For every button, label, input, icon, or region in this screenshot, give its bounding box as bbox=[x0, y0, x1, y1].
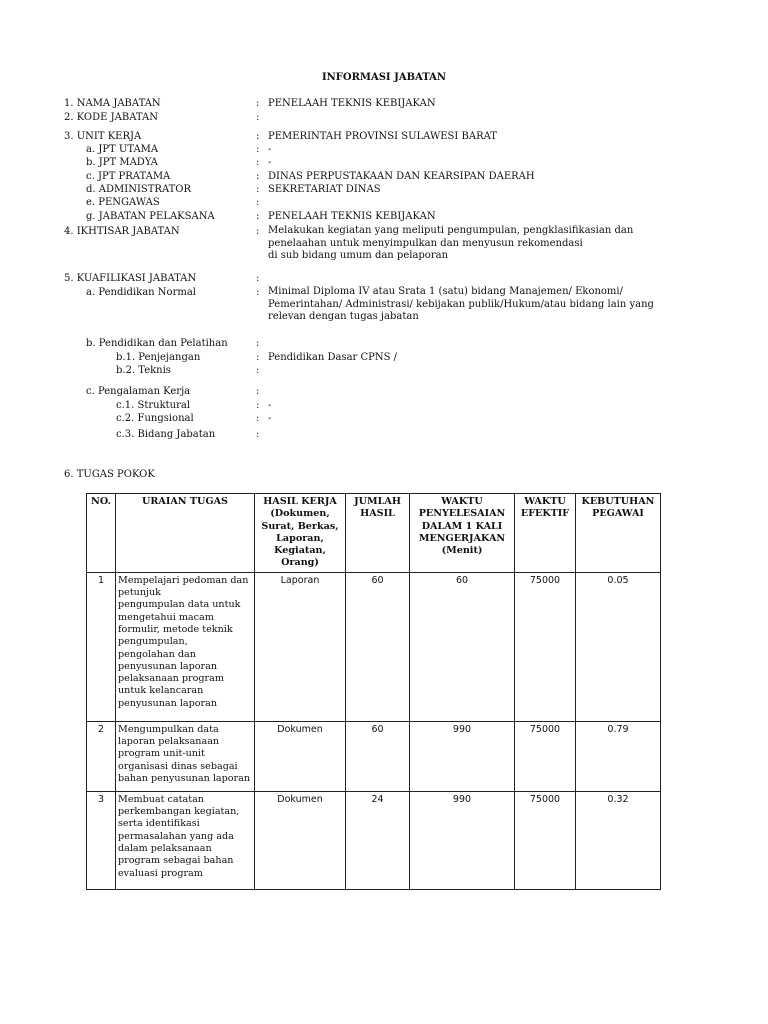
field-bidang-jabatan bbox=[0, 428, 768, 441]
cell-uraian: Mengumpulkan data laporan pelaksanaan program unit-unit organisasi dinas sebagai bahan penyusunan laporan bbox=[116, 721, 255, 791]
tugas-pokok-heading bbox=[0, 468, 768, 481]
field-ikhtisar bbox=[0, 225, 768, 261]
field-colon: : bbox=[256, 413, 260, 424]
field-colon: : bbox=[256, 197, 260, 208]
table-row bbox=[87, 721, 661, 791]
cell-hasil: Laporan bbox=[255, 572, 346, 721]
cell-hasil: Dokumen bbox=[255, 721, 346, 791]
field-colon: : bbox=[256, 157, 260, 168]
cell-efektif: 75000 bbox=[515, 721, 576, 791]
field-jpt-madya bbox=[0, 156, 768, 169]
cell-efektif: 75000 bbox=[515, 572, 576, 721]
pendidikan-normal-line: Minimal Diploma IV atau Srata 1 (satu) bidang Manajemen/ Ekonomi/ bbox=[268, 286, 623, 297]
field-value: PEMERINTAH PROVINSI SULAWESI BARAT bbox=[268, 131, 497, 142]
field-colon: : bbox=[256, 226, 260, 237]
field-label: c. Pengalaman Kerja bbox=[86, 386, 191, 397]
field-jpt-utama bbox=[0, 143, 768, 156]
field-label: c.2. Fungsional bbox=[116, 413, 194, 424]
field-colon: : bbox=[256, 184, 260, 195]
field-colon: : bbox=[256, 144, 260, 155]
cell-jumlah: 60 bbox=[346, 572, 410, 721]
field-pendidikan-normal bbox=[0, 286, 768, 322]
field-colon: : bbox=[256, 112, 260, 123]
field-administrator bbox=[0, 183, 768, 196]
field-label: 5. KUAFILIKASI JABATAN bbox=[64, 273, 197, 284]
pendidikan-normal-line: relevan dengan tugas jabatan bbox=[268, 311, 419, 322]
field-label: g. JABATAN PELAKSANA bbox=[86, 211, 215, 222]
table-header-row bbox=[87, 494, 661, 573]
field-kualifikasi bbox=[0, 272, 768, 285]
field-colon: : bbox=[256, 352, 260, 363]
column-header: WAKTU PENYELESAIAN DALAM 1 KALI MENGERJAKAN (Menit) bbox=[410, 494, 515, 573]
field-kode-jabatan bbox=[0, 111, 768, 124]
cell-waktu: 990 bbox=[410, 721, 515, 791]
cell-kebutuhan: 0.32 bbox=[576, 791, 661, 889]
ikhtisar-line: Melakukan kegiatan yang meliputi pengumpulan, pengklasifikasian dan bbox=[268, 225, 634, 236]
cell-no: 2 bbox=[87, 721, 116, 791]
cell-jumlah: 60 bbox=[346, 721, 410, 791]
field-colon: : bbox=[256, 365, 260, 376]
field-label: c.1. Struktural bbox=[116, 400, 191, 411]
field-jpt-pratama bbox=[0, 170, 768, 183]
column-header: JUMLAH HASIL bbox=[346, 494, 410, 573]
field-label: b. Pendidikan dan Pelatihan bbox=[86, 338, 228, 349]
field-penjenjangan bbox=[0, 351, 768, 364]
field-colon: : bbox=[256, 98, 260, 109]
field-value: PENELAAH TEKNIS KEBIJAKAN bbox=[268, 98, 436, 109]
field-colon: : bbox=[256, 131, 260, 142]
tugas-pokok-table bbox=[86, 493, 661, 890]
field-label: a. JPT UTAMA bbox=[86, 144, 159, 155]
field-label: 1. NAMA JABATAN bbox=[64, 98, 161, 109]
ikhtisar-line: di sub bidang umum dan pelaporan bbox=[268, 250, 449, 261]
section-heading: 6. TUGAS POKOK bbox=[64, 469, 155, 480]
field-unit-kerja bbox=[0, 130, 768, 143]
pendidikan-normal-text bbox=[268, 286, 654, 324]
cell-no: 1 bbox=[87, 572, 116, 721]
field-colon: : bbox=[256, 429, 260, 440]
field-value: PENELAAH TEKNIS KEBIJAKAN bbox=[268, 211, 436, 222]
page-title: INFORMASI JABATAN bbox=[321, 72, 447, 83]
column-header: NO. bbox=[87, 494, 116, 573]
field-value: Pendidikan Dasar CPNS / bbox=[268, 352, 398, 363]
field-pendidikan-pelatihan bbox=[0, 337, 768, 350]
column-header: URAIAN TUGAS bbox=[116, 494, 255, 573]
field-value: - bbox=[268, 144, 272, 155]
field-label: 4. IKHTISAR JABATAN bbox=[64, 226, 180, 237]
table-row bbox=[87, 572, 661, 721]
field-colon: : bbox=[256, 338, 260, 349]
field-label: e. PENGAWAS bbox=[86, 197, 160, 208]
field-struktural bbox=[0, 399, 768, 412]
field-value: - bbox=[268, 413, 272, 424]
field-label: 2. KODE JABATAN bbox=[64, 112, 158, 123]
field-nama-jabatan bbox=[0, 97, 768, 110]
field-colon: : bbox=[256, 386, 260, 397]
field-colon: : bbox=[256, 171, 260, 182]
cell-uraian: Mempelajari pedoman dan petunjuk pengumpulan data untuk mengetahui macam formulir, metode teknik pengumpulan, pengolahan dan penyusunan laporan pelaksanaan program untuk kelancaran penyusunan laporan bbox=[116, 572, 255, 721]
column-header: KEBUTUHAN PEGAWAI bbox=[576, 494, 661, 573]
field-fungsional bbox=[0, 412, 768, 425]
field-colon: : bbox=[256, 400, 260, 411]
ikhtisar-line: penelaahan untuk menyimpulkan dan menyusun rekomendasi bbox=[268, 237, 583, 249]
table-row bbox=[87, 791, 661, 889]
field-label: b.1. Penjejangan bbox=[116, 352, 201, 363]
field-pengalaman-kerja bbox=[0, 385, 768, 398]
cell-hasil: Dokumen bbox=[255, 791, 346, 889]
cell-uraian: Membuat catatan perkembangan kegiatan, serta identifikasi permasalahan yang ada dalam pelaksanaan program sebagai bahan evaluasi program bbox=[116, 791, 255, 889]
field-value: - bbox=[268, 157, 272, 168]
cell-kebutuhan: 0.79 bbox=[576, 721, 661, 791]
field-value: DINAS PERPUSTAKAAN DAN KEARSIPAN DAERAH bbox=[268, 171, 535, 182]
field-jabatan-pelaksana bbox=[0, 210, 768, 223]
ikhtisar-text bbox=[268, 225, 633, 263]
cell-waktu: 60 bbox=[410, 572, 515, 721]
field-value: SEKRETARIAT DINAS bbox=[268, 184, 381, 195]
pendidikan-normal-line: Pemerintahan/ Administrasi/ kebijakan publik/Hukum/atau bidang lain yang bbox=[268, 298, 654, 310]
cell-efektif: 75000 bbox=[515, 791, 576, 889]
cell-kebutuhan: 0.05 bbox=[576, 572, 661, 721]
field-colon: : bbox=[256, 287, 260, 298]
column-header: WAKTU EFEKTIF bbox=[515, 494, 576, 573]
field-label: c. JPT PRATAMA bbox=[86, 171, 171, 182]
field-label: 3. UNIT KERJA bbox=[64, 131, 142, 142]
column-header: HASIL KERJA (Dokumen, Surat, Berkas, Laporan, Kegiatan, Orang) bbox=[255, 494, 346, 573]
cell-no: 3 bbox=[87, 791, 116, 889]
field-colon: : bbox=[256, 211, 260, 222]
field-teknis bbox=[0, 364, 768, 377]
field-label: c.3. Bidang Jabatan bbox=[116, 429, 216, 440]
field-pengawas bbox=[0, 196, 768, 209]
field-value: - bbox=[268, 400, 272, 411]
field-label: b. JPT MADYA bbox=[86, 157, 158, 168]
cell-jumlah: 24 bbox=[346, 791, 410, 889]
field-label: d. ADMINISTRATOR bbox=[86, 184, 192, 195]
field-label: a. Pendidikan Normal bbox=[86, 287, 196, 298]
cell-waktu: 990 bbox=[410, 791, 515, 889]
field-label: b.2. Teknis bbox=[116, 365, 171, 376]
field-colon: : bbox=[256, 273, 260, 284]
